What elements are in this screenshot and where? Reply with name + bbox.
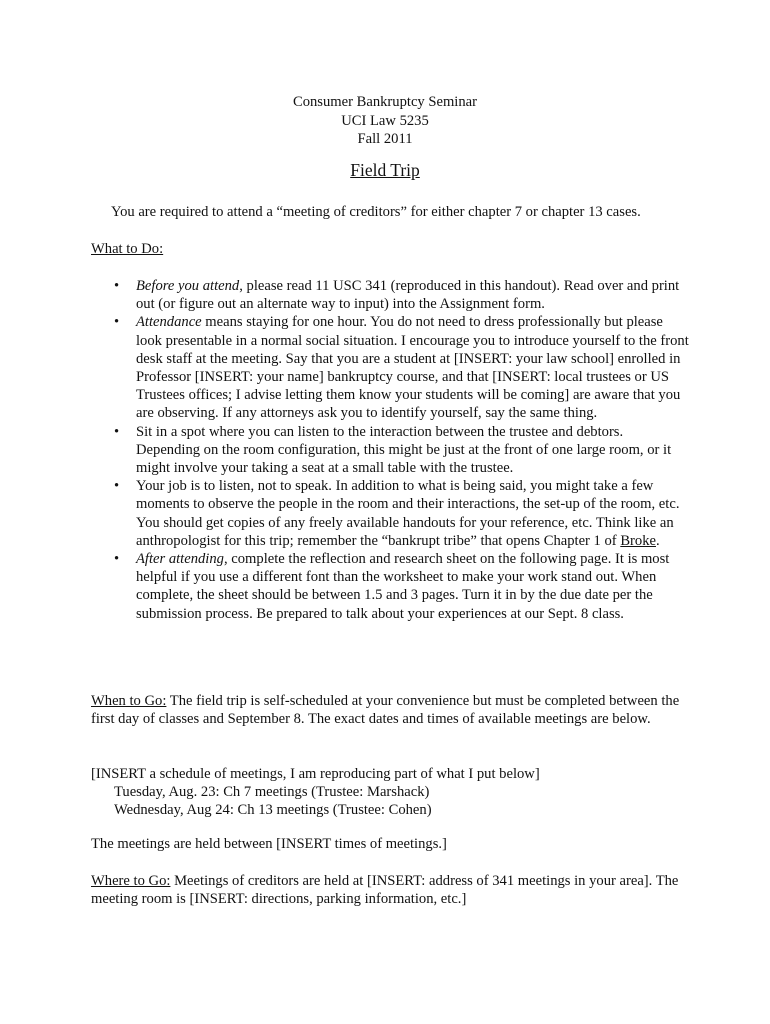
before-you-attend-label: Before you attend — [136, 278, 240, 294]
after-attending-text: , complete the reflection and research sheet on the following page. It is most helpful if you use a different font than the worksheet to make your work stand out. When complete, the sheet should be between 1.5 and 3 pages. Turn it in by the due date per the submission process. Be prepared to talk about your experiences at our Sept. 8 class. — [136, 551, 670, 622]
where-to-go-heading: Where to Go: — [91, 873, 171, 889]
course-term: Fall 2011 — [357, 131, 413, 147]
seating-text: Sit in a spot where you can listen to the interaction between the trustee and debtors. Depending on the room configuration, this might be just at the front of one large room, or it might involve your taking a seat at a small table with the trustee. — [136, 423, 672, 477]
schedule-intro: [INSERT a schedule of meetings, I am reproducing part of what I put below] — [91, 766, 540, 782]
attendance-label: Attendance — [136, 314, 202, 331]
what-to-do-heading: What to Do: — [91, 241, 164, 257]
bullet-icon: • — [114, 314, 120, 331]
schedule-line: Tuesday, Aug. 23: Ch 7 meetings (Trustee: Marshack) — [114, 784, 430, 801]
schedule-line: Wednesday, Aug 24: Ch 13 meetings (Trustee: Cohen) — [114, 802, 432, 819]
when-to-go-heading: When to Go: — [91, 693, 167, 709]
list-item — [0, 550, 690, 623]
list-item — [0, 313, 690, 422]
when-to-go-paragraph — [91, 692, 691, 728]
bullet-icon: • — [114, 423, 120, 440]
before-you-attend-text: , please read 11 USC 341 (reproduced in this handout). Read over and print out (or figure out an alternate way to input) into the Assignment form. — [136, 278, 680, 313]
after-attending-label: After attending — [136, 551, 224, 568]
where-to-go-text: Meetings of creditors are held at [INSERT: address of 341 meetings in your area]. The meeting room is [INSERT: directions, parking information, etc.] — [91, 873, 679, 908]
meeting-times-paragraph: The meetings are held between [INSERT times of meetings.] — [91, 836, 447, 852]
bullet-icon: • — [114, 551, 120, 568]
meeting-schedule — [91, 765, 691, 820]
listening-text-end: . — [655, 532, 660, 549]
course-name: Consumer Bankruptcy Seminar — [292, 94, 477, 110]
intro-paragraph: You are required to attend a “meeting of creditors” for either chapter 7 or chapter 13 cases. — [111, 204, 641, 220]
broke-book-title: Broke — [620, 532, 656, 549]
list-item — [0, 477, 690, 550]
list-item — [0, 423, 690, 478]
course-number: UCI Law 5235 — [341, 112, 429, 129]
attendance-text: means staying for one hour. You do not need to dress professionally but please look presentable in a normal social situation. I encourage you to introduce yourself to the front desk staff at the meeting. Say that you are a student at [INSERT: your law school] enrolled in Professor [INSERT: your name] bankruptcy course, and that [INSERT: local trustees or US Trustees offices; I advise letting them know your students will be coming] are aware that you are observing. If any attorneys ask you to identify yourself, say the same thing. — [136, 314, 689, 422]
where-to-go-paragraph — [91, 872, 691, 908]
when-to-go-text: The field trip is self-scheduled at your convenience but must be completed between the first day of classes and September 8. The exact dates and times of available meetings are below. — [91, 693, 680, 728]
list-item — [0, 277, 690, 313]
page-title-text: Field Trip — [350, 160, 420, 180]
course-header — [0, 93, 770, 149]
what-to-do-list — [0, 277, 690, 623]
bullet-icon: • — [114, 478, 120, 495]
bullet-icon: • — [114, 278, 120, 294]
listening-text: Your job is to listen, not to speak. In addition to what is being said, you might take a few moments to observe the people in the room and their interactions, the set-up of the room, etc. You should get copies of any freely available handouts for your reference, etc. Think like an anthropologist for this trip; remember the “bankrupt tribe” that opens Chapter 1 of — [136, 478, 680, 549]
page-title — [0, 161, 770, 179]
